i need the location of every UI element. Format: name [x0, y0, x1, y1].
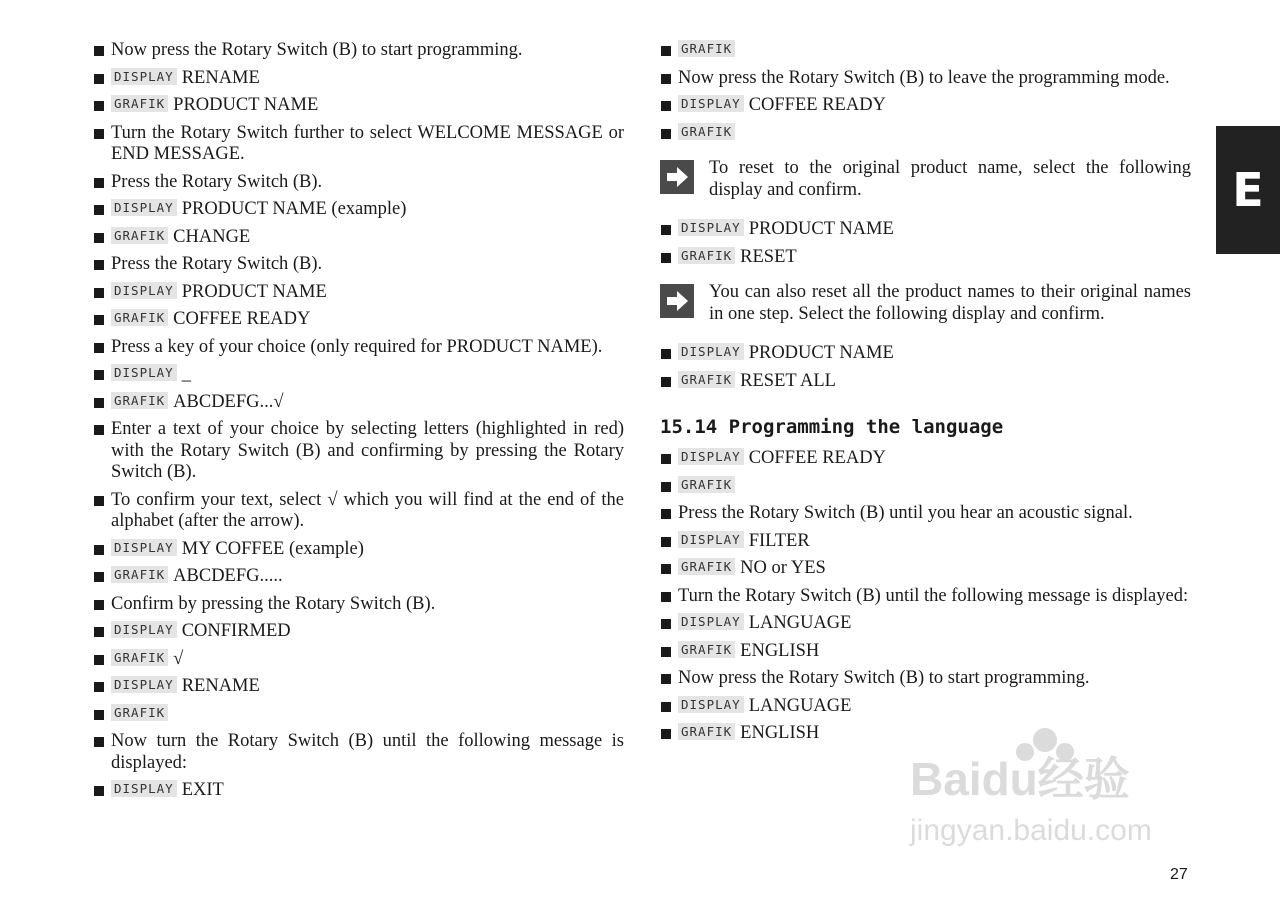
- list-item: [660, 95, 1191, 117]
- list-item: [93, 40, 624, 62]
- list-item: [660, 371, 1191, 393]
- item-text: RENAME: [181, 676, 260, 696]
- list-item: [660, 668, 1191, 690]
- list-item: [660, 476, 1191, 498]
- arrow-right-icon: [660, 284, 694, 318]
- list-item: [660, 40, 1191, 62]
- list-item: [93, 227, 624, 249]
- list-item: [93, 172, 624, 194]
- list-item: [660, 219, 1191, 241]
- grafik-tag: GRAFIK: [111, 566, 168, 583]
- item-text: Press the Rotary Switch (B) until you hear an acoustic signal.: [678, 503, 1133, 523]
- watermark-url: jingyan.baidu.com: [910, 814, 1152, 847]
- display-tag: DISPLAY: [678, 219, 744, 236]
- list-item: [660, 343, 1191, 365]
- section-title: 15.14 Programming the language: [660, 416, 1004, 438]
- list-item: [93, 309, 624, 331]
- display-tag: DISPLAY: [111, 68, 177, 85]
- item-text: COFFEE READY: [173, 309, 311, 329]
- grafik-tag: GRAFIK: [111, 309, 168, 326]
- list-item: [660, 613, 1191, 635]
- list-item: [93, 254, 624, 276]
- item-text: Press the Rotary Switch (B).: [111, 171, 323, 192]
- list-item: [660, 586, 1191, 608]
- list-item: [660, 247, 1191, 269]
- item-text: CONFIRMED: [181, 621, 291, 641]
- right-bottom-list: [660, 448, 1191, 745]
- list-item: [93, 95, 624, 117]
- item-text: To confirm your text, select √ which you will find at the end of the alphabet (after the arrow).: [111, 489, 624, 531]
- display-tag: DISPLAY: [111, 780, 177, 797]
- item-text: Now press the Rotary Switch (B) to leave the programming mode.: [678, 67, 1170, 88]
- right-top-list: [660, 40, 1191, 144]
- grafik-tag: GRAFIK: [111, 704, 168, 721]
- item-text: ABCDEFG...√: [173, 391, 284, 412]
- display-tag: DISPLAY: [678, 343, 744, 360]
- item-text: RESET ALL: [740, 370, 836, 391]
- item-text: Confirm by pressing the Rotary Switch (B).: [111, 593, 436, 614]
- note-reset-product-name: [660, 158, 1191, 201]
- grafik-tag: GRAFIK: [678, 641, 735, 658]
- item-text: COFFEE READY: [748, 95, 886, 115]
- list-item: [660, 723, 1191, 745]
- item-text: MY COFFEE (example): [181, 538, 364, 559]
- item-text: Now press the Rotary Switch (B) to start programming.: [678, 668, 1090, 688]
- left-column: [93, 40, 624, 808]
- list-item: [93, 780, 624, 802]
- list-item: [93, 621, 624, 643]
- display-tag: DISPLAY: [111, 282, 177, 299]
- right-column: [660, 40, 1191, 751]
- list-item: [660, 641, 1191, 663]
- grafik-tag: GRAFIK: [678, 247, 735, 264]
- list-item: [93, 337, 624, 359]
- grafik-tag: GRAFIK: [678, 476, 735, 493]
- list-item: [93, 594, 624, 616]
- list-item: [660, 696, 1191, 718]
- list-item: [93, 123, 624, 166]
- list-item: [93, 704, 624, 726]
- display-tag: DISPLAY: [111, 199, 177, 216]
- item-text: LANGUAGE: [748, 695, 852, 716]
- item-text: Now press the Rotary Switch (B) to start programming.: [111, 40, 523, 60]
- grafik-tag: GRAFIK: [111, 227, 168, 244]
- grafik-tag: GRAFIK: [678, 371, 735, 388]
- grafik-tag: GRAFIK: [111, 392, 168, 409]
- list-item: [660, 503, 1191, 525]
- item-text: PRODUCT NAME: [748, 343, 894, 363]
- note-text: You can also reset all the product names to their original names in one step. Select the following display and confirm.: [709, 282, 1191, 324]
- list-item: [93, 392, 624, 414]
- item-text: ENGLISH: [740, 640, 820, 661]
- list-item: [660, 531, 1191, 553]
- list-item: [93, 68, 624, 90]
- item-text: Press the Rotary Switch (B).: [111, 254, 323, 274]
- grafik-tag: GRAFIK: [111, 649, 168, 666]
- item-text: CHANGE: [173, 226, 251, 247]
- item-text: PRODUCT NAME (example): [181, 199, 407, 219]
- grafik-tag: GRAFIK: [678, 558, 735, 575]
- page-number: 27: [1170, 866, 1188, 883]
- note-reset-all: [660, 282, 1191, 325]
- watermark-brand: Baidu经验: [910, 753, 1130, 805]
- list-item: [93, 490, 624, 533]
- item-text: ABCDEFG.....: [173, 566, 283, 586]
- list-item: [93, 364, 624, 386]
- list-item: [93, 199, 624, 221]
- item-text: RENAME: [181, 67, 260, 88]
- item-text: RESET: [740, 246, 797, 267]
- list-item: [93, 539, 624, 561]
- item-text: Press a key of your choice (only required for PRODUCT NAME).: [111, 336, 603, 357]
- item-text: √: [173, 648, 184, 669]
- display-tag: DISPLAY: [111, 539, 177, 556]
- arrow-right-icon: [660, 160, 694, 194]
- display-tag: DISPLAY: [111, 621, 177, 638]
- display-tag: DISPLAY: [678, 95, 744, 112]
- right-mid2-list: [660, 343, 1191, 392]
- list-item: [93, 419, 624, 484]
- item-text: Now turn the Rotary Switch (B) until the following message is displayed:: [111, 731, 624, 773]
- list-item: [93, 566, 624, 588]
- item-text: PRODUCT NAME: [748, 219, 894, 239]
- item-text: PRODUCT NAME: [173, 95, 319, 115]
- list-item: [93, 282, 624, 304]
- grafik-tag: GRAFIK: [678, 40, 735, 57]
- list-item: [93, 676, 624, 698]
- display-tag: DISPLAY: [111, 364, 177, 381]
- list-item: [660, 68, 1191, 90]
- list-item: [93, 649, 624, 671]
- item-text: FILTER: [748, 530, 810, 551]
- item-text: Turn the Rotary Switch (B) until the following message is displayed:: [678, 585, 1189, 606]
- item-text: Enter a text of your choice by selecting letters (highlighted in red) with the Rotary Switch (B) and confirming by pressing the Rotary Switch (B).: [111, 419, 624, 482]
- list-item: [93, 731, 624, 774]
- item-text: _: [181, 364, 191, 384]
- note-text: To reset to the original product name, select the following display and confirm.: [709, 158, 1191, 200]
- grafik-tag: GRAFIK: [678, 723, 735, 740]
- right-mid-list: [660, 219, 1191, 268]
- display-tag: DISPLAY: [678, 448, 744, 465]
- item-text: Turn the Rotary Switch further to select WELCOME MESSAGE or END MESSAGE.: [111, 122, 624, 164]
- list-item: [660, 558, 1191, 580]
- list-item: [660, 123, 1191, 145]
- display-tag: DISPLAY: [111, 676, 177, 693]
- display-tag: DISPLAY: [678, 696, 744, 713]
- item-text: EXIT: [181, 780, 224, 800]
- grafik-tag: GRAFIK: [111, 95, 168, 112]
- list-item: [660, 448, 1191, 470]
- item-text: LANGUAGE: [748, 613, 852, 633]
- item-text: PRODUCT NAME: [181, 281, 327, 302]
- item-text: COFFEE READY: [748, 448, 886, 468]
- grafik-tag: GRAFIK: [678, 123, 735, 140]
- display-tag: DISPLAY: [678, 531, 744, 548]
- item-text: ENGLISH: [740, 723, 820, 743]
- item-text: NO or YES: [740, 558, 826, 578]
- language-tab: E: [1216, 126, 1280, 254]
- display-tag: DISPLAY: [678, 613, 744, 630]
